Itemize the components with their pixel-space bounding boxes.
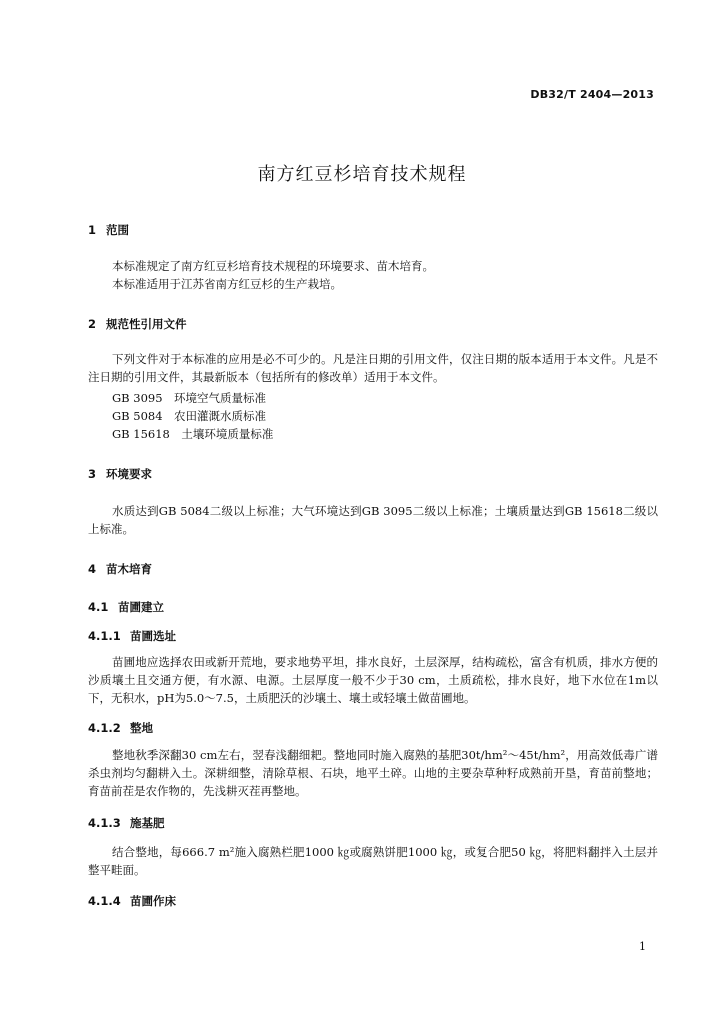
reference-item: GB 5084 农田灌溉水质标准 [112,409,267,423]
subsection-number: 4.1 [88,600,109,614]
subsection-title: 施基肥 [130,816,165,830]
section-1-heading [88,222,129,238]
subsection-number: 4.1.4 [88,894,121,908]
document-title: 南方红豆杉培育技术规程 [257,164,467,185]
paragraph: 整地秋季深翻30 cm左右，翌春浅翻细耙。整地同时施入腐熟的基肥30t/hm²～45t/hm²，用高效低毒广谱杀虫剂均匀翻耕入土。深耕细整，清除草根、石块，地平土碎。山地的主要杂草种籽成熟前开垦，育苗前整地；育苗前茬是农作物的，先浅耕灭茬再整地。 [88,748,658,798]
subsection-4-1-heading [88,599,164,615]
subsection-number: 4.1.2 [88,721,121,735]
section-title: 规范性引用文件 [106,317,187,331]
standard-code: DB32/T 2404—2013 [530,88,654,101]
subsection-title: 苗圃建立 [118,600,164,614]
section-title: 苗木培育 [106,562,152,576]
subsection-4-1-4-heading [88,893,176,909]
paragraph: 苗圃地应选择农田或新开荒地，要求地势平坦，排水良好，土层深厚，结构疏松，富含有机质，排水方便的沙质壤土且交通方便，有水源、电源。土层厚度一般不少于30 cm，土质疏松，排水良好，地下水位在1m以下，无积水，pH为5.0～7.5，土质肥沃的沙壤土、壤土或轻壤土做苗圃地。 [88,655,658,705]
subsection-4-1-1-heading [88,628,176,644]
subsection-title: 苗圃选址 [130,629,176,643]
paragraph: 本标准规定了南方红豆杉培育技术规程的环境要求、苗木培育。 [112,259,434,273]
reference-item: GB 3095 环境空气质量标准 [112,391,267,405]
subsection-number: 4.1.1 [88,629,121,643]
section-number: 1 [88,223,97,237]
paragraph: 结合整地，每666.7 m²施入腐熟栏肥1000 ㎏或腐熟饼肥1000 ㎏，或复合肥50 ㎏，将肥料翻拌入土层并整平畦面。 [88,845,658,877]
subsection-title: 整地 [130,721,153,735]
subsection-4-1-3-heading [88,815,165,831]
subsection-4-1-2-heading [88,720,153,736]
section-2-heading [88,316,187,332]
section-4-heading [88,561,152,577]
paragraph: 水质达到GB 5084二级以上标准；大气环境达到GB 3095二级以上标准；土壤质量达到GB 15618二级以上标准。 [88,504,658,536]
reference-item: GB 15618 土壤环境质量标准 [112,427,274,441]
paragraph: 本标准适用于江苏省南方红豆杉的生产栽培。 [112,277,342,291]
section-number: 3 [88,467,97,481]
section-number: 4 [88,562,97,576]
section-3-heading [88,466,152,482]
subsection-title: 苗圃作床 [130,894,176,908]
section-number: 2 [88,317,97,331]
subsection-number: 4.1.3 [88,816,121,830]
page-number: 1 [639,940,646,953]
paragraph: 下列文件对于本标准的应用是必不可少的。凡是注日期的引用文件，仅注日期的版本适用于本文件。凡是不注日期的引用文件，其最新版本（包括所有的修改单）适用于本文件。 [88,352,658,384]
section-title: 环境要求 [106,467,152,481]
section-title: 范围 [106,223,129,237]
